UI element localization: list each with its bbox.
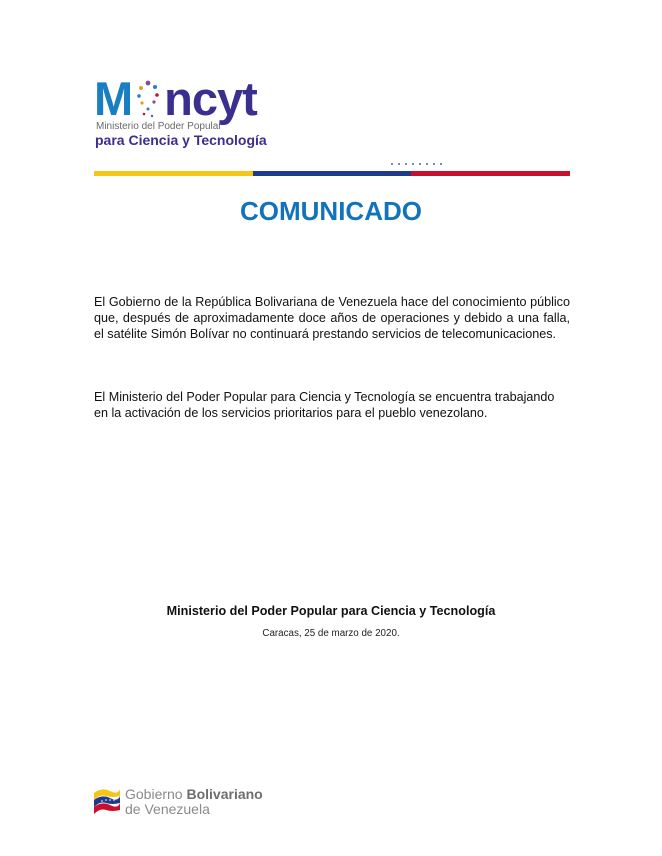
logo-wordmark [94, 72, 257, 125]
logo-subtitle-line2: para Ciencia y Tecnología [95, 132, 267, 148]
gobierno-bolivariano-logo [92, 781, 292, 817]
signature-place-date: Caracas, 25 de marzo de 2020. [262, 628, 400, 639]
rule-red [411, 171, 570, 176]
paragraph-2: El Ministerio del Poder Popular para Ciencia y Tecnología se encuentra trabajando en la activación de los servicios prioritarios para el pueblo venezolano. [94, 390, 555, 420]
logo-subtitle-line1: Ministerio del Poder Popular [96, 121, 222, 132]
gov-logo-line1 [125, 786, 263, 802]
gov-word-gobierno: Gobierno [125, 786, 183, 802]
gov-logo-line2: de Venezuela [125, 801, 210, 817]
paragraph-1: El Gobierno de la República Bolivariana de Venezuela hace del conocimiento público que, después de aproximadamente doce años de operaciones y debido a una falla, el satélite Simón Bolívar no continuará prestando servicios de telecomunicaciones. [94, 295, 570, 341]
signature-organization: Ministerio del Poder Popular para Ciencia y Tecnología [166, 604, 496, 618]
logo-letters-ncyt: ncyt [164, 72, 257, 125]
mincyt-logo-figure-icon [133, 75, 163, 119]
logo-letter-m: M [94, 72, 133, 125]
rule-stars [391, 163, 442, 165]
gov-word-bolivariano: Bolivariano [186, 786, 263, 802]
rule-blue [253, 171, 412, 176]
rule-yellow [94, 171, 253, 176]
tricolor-rule [94, 171, 570, 176]
venezuela-flag-icon [92, 783, 122, 815]
document-title: COMUNICADO [240, 196, 422, 226]
mincyt-logo [94, 72, 284, 150]
